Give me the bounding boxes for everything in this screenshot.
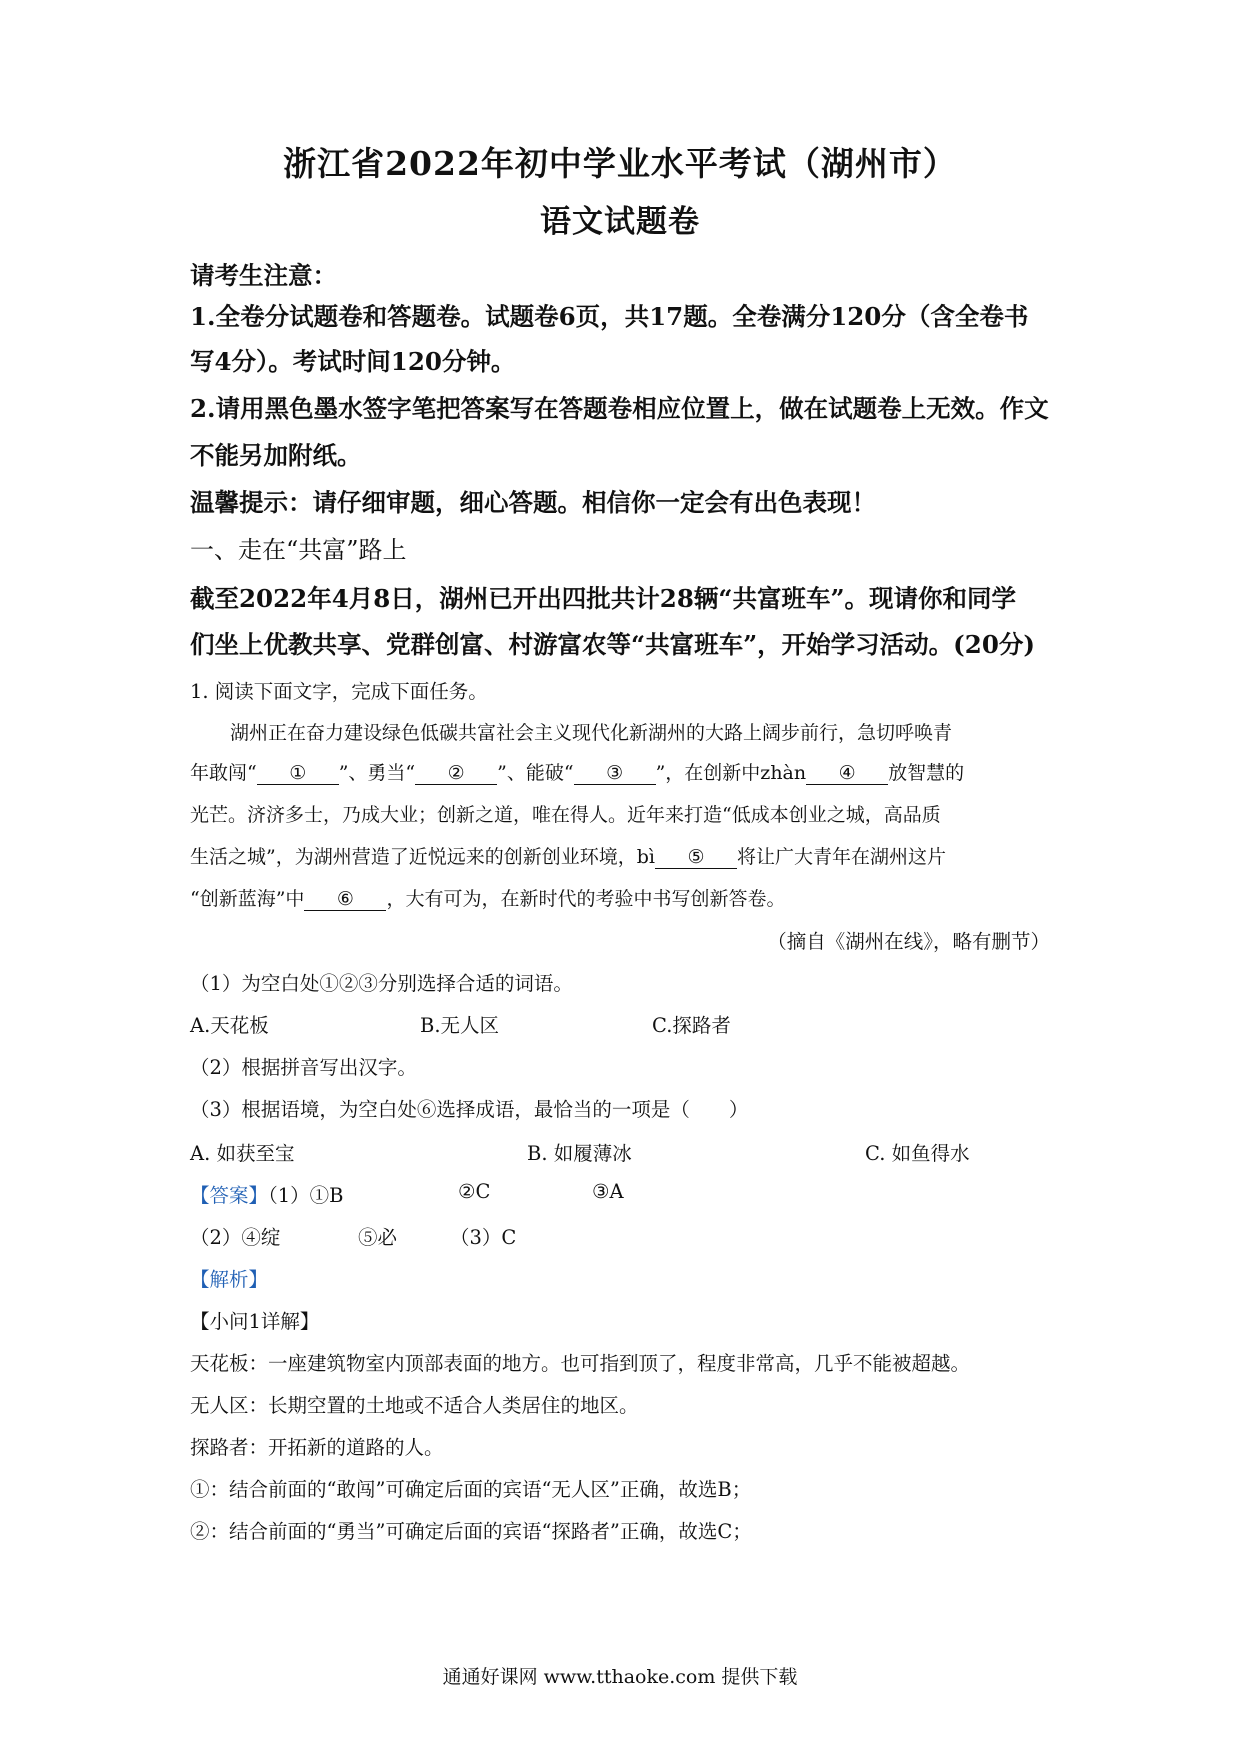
blank-2: ② xyxy=(415,763,497,785)
notice-item1-a: 1.全卷分试题卷和答题卷。试题卷6页，共17题。全卷满分120分（含全卷书 xyxy=(190,302,1029,331)
analysis-line-5: ②：结合前面的“勇当”可确定后面的宾语“探路者”正确，故选C； xyxy=(190,1520,752,1543)
analysis-line-3: 探路者：开拓新的道路的人。 xyxy=(190,1436,444,1459)
sub-question-2: （2）根据拼音写出汉字。 xyxy=(190,1056,417,1079)
section-heading: 一、走在“共富”路上 xyxy=(190,536,407,564)
blank-6: ⑥ xyxy=(304,889,386,911)
sub-question-3: （3）根据语境，为空白处⑥选择成语，最恰当的一项是（ ） xyxy=(190,1098,749,1121)
detail-heading: 【小问1详解】 xyxy=(190,1310,320,1333)
section-intro-a: 截至2022年4月8日，湖州已开出四批共计28辆“共富班车”。现请你和同学 xyxy=(190,584,1017,613)
notice-item2-b: 不能另加附纸。 xyxy=(190,441,362,470)
answer-label: 【答案】 xyxy=(190,1184,269,1207)
passage-line-3: 光芒。济济多士，乃成大业；创新之道，唯在得人。近年来打造“低成本创业之城，高品质 xyxy=(190,804,941,826)
passage-line-5: “创新蓝海”中 ⑥ ，大有可为，在新时代的考验中书写创新答卷。 xyxy=(190,888,786,910)
blank-4: ④ xyxy=(806,763,888,785)
sub3-option-b: B. 如履薄冰 xyxy=(527,1142,632,1165)
exam-title: 浙江省2022年初中学业水平考试（湖州市） xyxy=(283,144,957,183)
analysis-line-2: 无人区：长期空置的土地或不适合人类居住的地区。 xyxy=(190,1394,639,1417)
passage-line-4: 生活之城”，为湖州营造了近悦远来的创新创业环境，bì ⑤ 将让广大青年在湖州这片 xyxy=(190,846,946,868)
notice-item1-b: 写4分）。考试时间120分钟。 xyxy=(190,347,516,376)
sub3-option-c: C. 如鱼得水 xyxy=(865,1142,970,1165)
section-intro-b: 们坐上优教共享、党群创富、村游富农等“共富班车”，开始学习活动。(20分) xyxy=(190,630,1035,659)
analysis-label: 【解析】 xyxy=(190,1268,269,1291)
sub1-option-a: A.天花板 xyxy=(190,1014,269,1037)
question1-stem: 1. 阅读下面文字，完成下面任务。 xyxy=(190,680,488,703)
answer-1-2: ②C xyxy=(458,1180,491,1203)
analysis-line-4: ①：结合前面的“敢闯”可确定后面的宾语“无人区”正确，故选B； xyxy=(190,1478,752,1501)
sub1-option-b: B.无人区 xyxy=(420,1014,500,1037)
sub-question-1: （1）为空白处①②③分别选择合适的词语。 xyxy=(190,972,573,995)
answer-line-1: 【答案】（1）①B xyxy=(190,1184,344,1207)
passage-line-1: 湖州正在奋力建设绿色低碳共富社会主义现代化新湖州的大路上阔步前行，急切呼唤青 xyxy=(230,722,953,744)
page-footer: 通通好课网 www.tthaoke.com 提供下载 xyxy=(442,1666,798,1688)
passage-line-2: 年敢闯“ ① ”、勇当“ ② ”、能破“ ③ ”，在创新中zhàn ④ 放智慧的 xyxy=(190,762,965,784)
notice-heading: 请考生注意： xyxy=(190,261,337,290)
blank-5: ⑤ xyxy=(655,847,737,869)
answer-2-1: （2）④绽 xyxy=(190,1226,281,1249)
blank-1: ① xyxy=(257,763,339,785)
answer-2-2: ⑤必 xyxy=(358,1226,398,1249)
answer-3: （3）C xyxy=(450,1226,517,1249)
sub1-option-c: C.探路者 xyxy=(652,1014,731,1037)
notice-tip: 温馨提示：请仔细审题，细心答题。相信你一定会有出色表现！ xyxy=(190,488,876,517)
blank-3: ③ xyxy=(574,763,656,785)
passage-source: （摘自《湖州在线》，略有删节） xyxy=(767,930,1050,953)
sub3-option-a: A. 如获至宝 xyxy=(190,1142,295,1165)
notice-item2-a: 2.请用黑色墨水签字笔把答案写在答题卷相应位置上，做在试题卷上无效。作文 xyxy=(190,394,1049,423)
analysis-line-1: 天花板：一座建筑物室内顶部表面的地方。也可指到顶了，程度非常高，几乎不能被超越。 xyxy=(190,1352,971,1375)
exam-subtitle: 语文试题卷 xyxy=(540,204,700,240)
answer-1-3: ③A xyxy=(592,1180,624,1203)
